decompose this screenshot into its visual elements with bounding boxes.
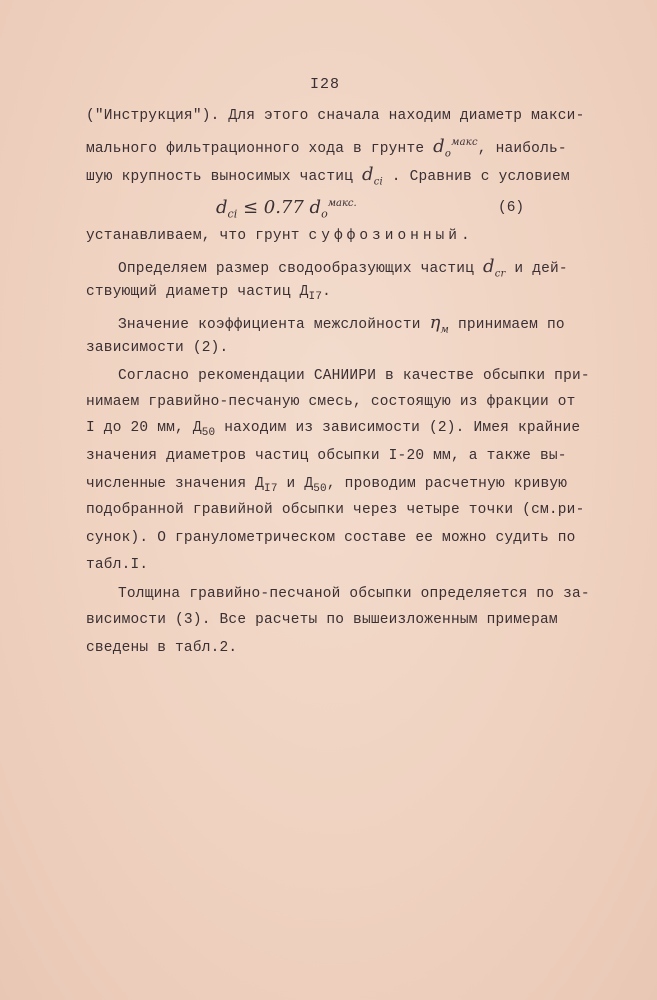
text-line-9	[86, 340, 228, 356]
formula-right-superscript: макс.	[327, 198, 357, 209]
symbol-base: d	[361, 164, 374, 185]
text-segment: .	[460, 228, 470, 244]
text-line-14	[86, 476, 567, 495]
text-segment: ("Инструкция"). Для этого сначала находим диаметр макси-	[86, 108, 585, 124]
text-segment: и дей-	[505, 261, 568, 277]
text-segment: шую крупность выносимых частиц	[86, 169, 362, 185]
text-segment: находим из зависимости (2). Имея крайние	[215, 420, 581, 436]
text-segment: Значение коэффициента межслойности	[118, 317, 430, 333]
formula-right-subscript: o	[321, 207, 328, 221]
text-segment: Определяем размер сводообразующих частиц	[118, 261, 483, 277]
text-line-16	[86, 530, 576, 546]
symbol-d-cr	[482, 256, 506, 280]
text-segment: I до 20 мм, Д	[86, 420, 202, 436]
text-line-8	[118, 312, 565, 336]
text-line-18	[118, 586, 590, 602]
subscript: 50	[201, 426, 216, 439]
text-line-2	[86, 136, 567, 160]
text-line-5	[86, 228, 470, 244]
text-segment: устанавливаем, что грунт	[86, 228, 309, 244]
text-segment: нимаем гравийно-песчаную смесь, состоящую из фракции от	[86, 394, 576, 410]
formula-6	[216, 197, 357, 221]
text-line-20	[86, 640, 237, 656]
text-segment: ствующий диаметр частиц Д	[86, 284, 309, 300]
symbol-base: d	[482, 256, 495, 277]
symbol-subscript: м	[440, 324, 450, 336]
text-line-11	[86, 394, 576, 410]
text-segment: , проводим расчетную кривую	[326, 476, 568, 492]
text-segment: Толщина гравийно-песчаной обсыпки определяется по за-	[118, 586, 590, 602]
symbol-eta-m	[429, 312, 450, 336]
text-segment: . Сравнив с условием	[382, 169, 570, 185]
text-line-13	[86, 448, 567, 464]
text-segment: подобранной гравийной обсыпки через четыре точки (см.ри-	[86, 502, 585, 518]
formula-left: d	[216, 197, 228, 218]
symbol-d-ci	[361, 164, 383, 188]
text-segment: сунок). О гранулометрическом составе ее можно судить по	[86, 530, 576, 546]
emphasized-word: суффозионный	[308, 228, 461, 244]
symbol-subscript: cr	[494, 268, 506, 280]
formula-relation: ≤ 0.77 d	[237, 197, 322, 218]
subscript: I7	[264, 482, 278, 495]
text-segment: сведены в табл.2.	[86, 640, 238, 656]
text-segment: численные значения Д	[86, 476, 265, 492]
formula-left-subscript: ci	[227, 207, 238, 221]
text-line-7	[86, 284, 331, 303]
symbol-subscript: ci	[373, 176, 383, 188]
formula-number: (6)	[498, 200, 525, 216]
symbol-superscript: макс	[451, 137, 478, 148]
text-segment: висимости (3). Все расчеты по вышеизложенным примерам	[86, 612, 558, 628]
text-line-6	[118, 256, 568, 280]
text-segment: Согласно рекомендации САНИИРИ в качестве обсыпки при-	[118, 368, 590, 384]
text-segment: .	[322, 284, 332, 300]
text-line-17	[86, 557, 148, 573]
text-line-3	[86, 164, 570, 188]
text-segment: принимаем по	[449, 317, 565, 333]
symbol-base: d	[433, 136, 445, 157]
text-line-10	[118, 368, 590, 384]
text-segment: табл.I.	[86, 557, 149, 573]
subscript: 50	[313, 482, 327, 495]
text-line-19	[86, 612, 558, 628]
page-number: I28	[310, 76, 341, 93]
text-line-12	[86, 420, 580, 439]
symbol-subscript: o	[444, 148, 452, 160]
text-segment: , наиболь-	[477, 141, 567, 157]
symbol-base: η	[429, 312, 441, 333]
text-line-15	[86, 502, 584, 518]
text-segment: значения диаметров частиц обсыпки I-20 мм, а также вы-	[86, 448, 567, 464]
text-segment: и Д	[277, 476, 314, 492]
text-segment: мального фильтрационного хода в грунте	[86, 141, 434, 157]
text-segment: зависимости (2).	[86, 340, 229, 356]
text-line-1	[86, 108, 584, 124]
subscript: I7	[308, 290, 323, 303]
symbol-d-o-max	[433, 136, 478, 160]
